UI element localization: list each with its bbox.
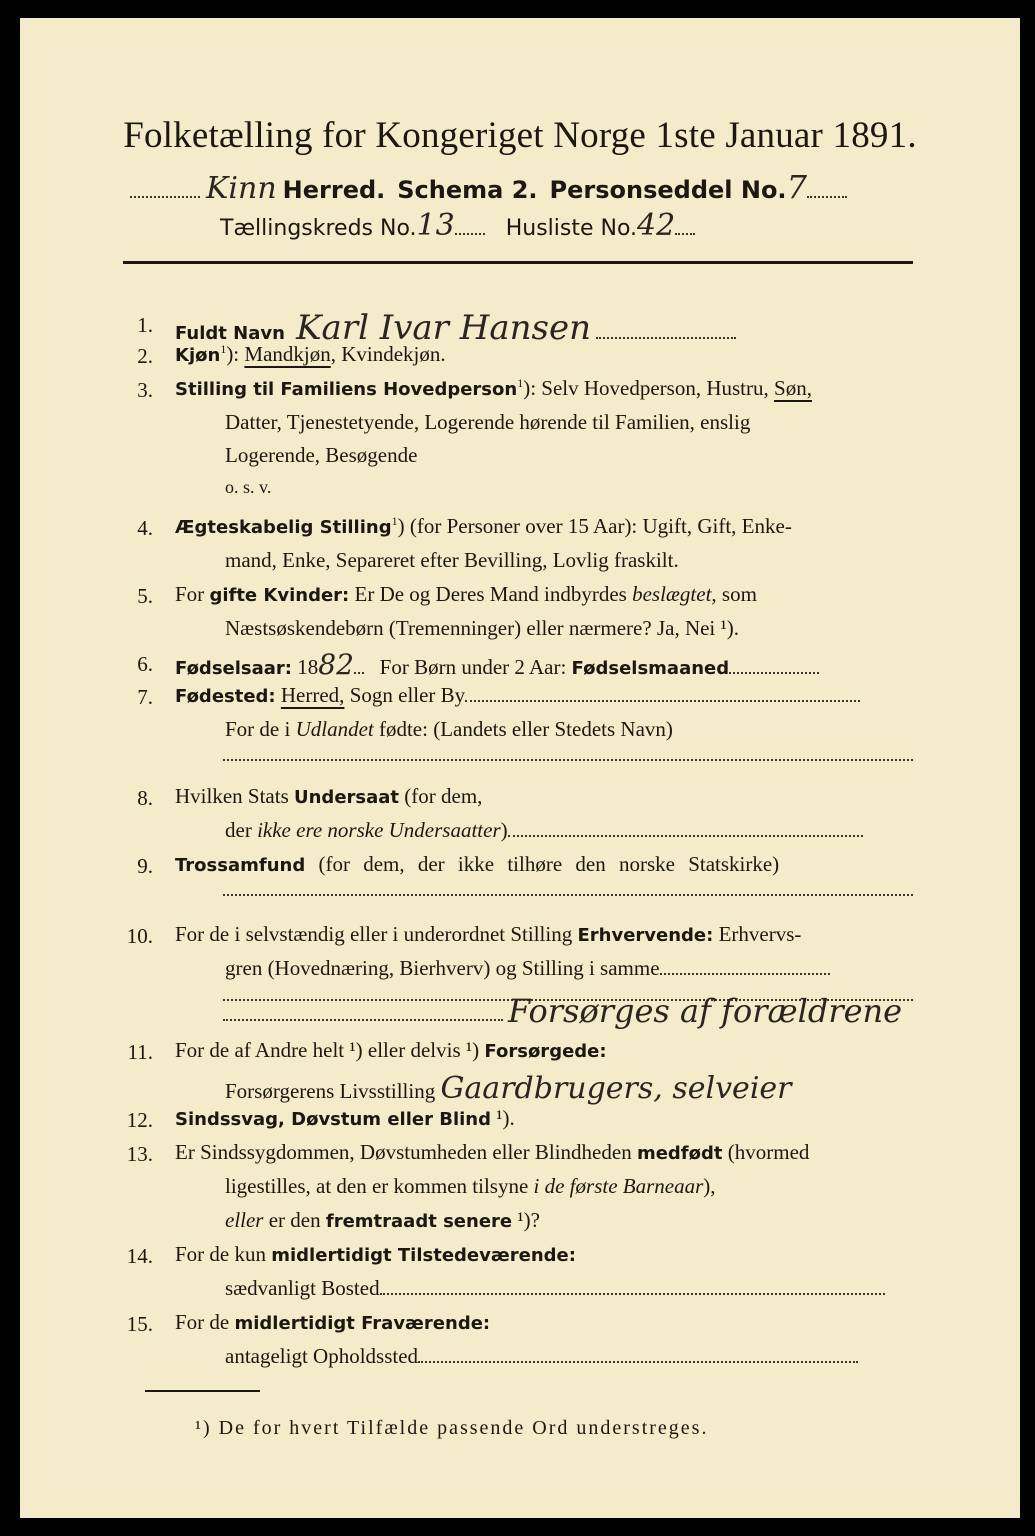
q9-label: Trossamfund: [175, 855, 306, 876]
herred-value: Kinn: [206, 171, 277, 206]
q13-line2: [225, 1174, 716, 1199]
q4-label: Ægteskabelig Stilling: [175, 517, 392, 538]
q6-prefix: 18: [297, 655, 319, 679]
q13-number: 13.: [126, 1142, 153, 1166]
q1-value: Karl Ivar Hansen: [296, 308, 592, 348]
kreds-label: Tællingskreds No.: [220, 216, 417, 241]
q9-text: (for dem, der ikke tilhøre den norske Statskirke): [305, 852, 780, 876]
q13-text1a: Er Sindssygdommen, Døvstumheden eller Blindheden: [175, 1140, 637, 1164]
q11-value: Gaardbrugers, selveier: [440, 1071, 792, 1106]
q5-line2: Næstsøskendebørn (Tremenninger) eller nærmere? Ja, Nei ¹).: [225, 616, 740, 640]
kreds-value: 13: [416, 208, 455, 243]
q2-number: 2.: [137, 344, 153, 368]
q2-line: Kjøn$^1$): Mandkjøn, Kvindekjøn.: [175, 342, 446, 366]
personseddel-value: 7: [786, 168, 807, 206]
q13-text3a: er den: [263, 1208, 326, 1232]
q9-fill-line: [223, 883, 913, 901]
q9-number: 9.: [137, 854, 153, 878]
q3-text1: Selv Hovedperson, Hustru,: [541, 376, 775, 400]
q10-line2: [225, 956, 830, 981]
q8-line2: [225, 818, 863, 843]
q7-line1: [175, 683, 860, 708]
q6-label: Fødselsaar:: [175, 658, 292, 679]
q3-number: 3.: [137, 378, 153, 402]
footnote: ¹) De for hvert Tilfælde passende Ord understreges.: [195, 1417, 709, 1439]
q6-number: 6.: [137, 652, 153, 676]
q8-line1: [175, 784, 482, 809]
q9-line: [175, 852, 779, 877]
q4-line1: Ægteskabelig Stilling$^1$) (for Personer over 15 Aar): Ugift, Gift, Enke-: [175, 514, 792, 538]
q10-value: Forsørges af forældrene: [508, 992, 903, 1030]
q6-text: For Børn under 2 Aar:: [379, 655, 572, 679]
q3-line4: o. s. v.: [225, 477, 272, 497]
q1-label: Fuldt Navn: [175, 323, 285, 344]
q8-label: Undersaat: [294, 787, 400, 808]
q10-text2: gren (Hovednæring, Bierhverv) og Stilling i samme: [225, 956, 660, 980]
q7-herred: Herred,: [280, 683, 345, 707]
header-rule: [123, 261, 913, 264]
q13-text2b: ),: [703, 1174, 716, 1198]
q11-label: Forsørgede:: [484, 1041, 607, 1062]
q12-line: [175, 1106, 515, 1131]
q14-label: midlertidigt Tilstedeværende:: [271, 1245, 576, 1266]
q11-text2: Forsørgerens Livsstilling: [225, 1079, 436, 1103]
kreds-line: [220, 208, 695, 243]
q5-text1b: som: [716, 582, 757, 606]
q3-line3: Logerende, Besøgende: [225, 443, 418, 467]
q5-pre: For: [175, 582, 210, 606]
q4-number: 4.: [137, 516, 153, 540]
q2-mandkjon: Mandkjøn: [244, 342, 331, 366]
schema-label: Schema 2.: [397, 176, 538, 204]
personseddel-label: Personseddel No.: [549, 176, 787, 204]
q3-son: Søn,: [774, 376, 812, 400]
q13-ital2: i de første Barneaar: [533, 1174, 704, 1198]
q11-text1a: For de af Andre helt ¹) eller delvis ¹): [175, 1038, 485, 1062]
q8-text2a: der: [225, 818, 258, 842]
q5-line1: [175, 582, 757, 607]
q7-text2b: fødte: (Landets eller Stedets Navn): [373, 717, 673, 741]
q14-text2: sædvanligt Bosted: [225, 1276, 380, 1300]
q11-line2: [225, 1071, 792, 1106]
q4-sup: 1: [391, 514, 398, 528]
q14-line2: [225, 1276, 885, 1301]
q13-text1b: (hvormed: [722, 1140, 810, 1164]
q14-text1a: For de kun: [175, 1242, 272, 1266]
q13-text3b: ¹)?: [512, 1208, 540, 1232]
q7-label: Fødested:: [175, 686, 276, 707]
q15-number: 15.: [126, 1312, 153, 1336]
q7-line2: [225, 717, 673, 742]
q15-text1a: For de: [175, 1310, 235, 1334]
q8-text1b: (for dem,: [399, 784, 483, 808]
q12-number: 12.: [126, 1108, 153, 1132]
q8-ital: ikke ere norske Undersaatter: [257, 818, 501, 842]
q13-label3: fremtraadt senere: [325, 1211, 513, 1232]
q13-ital3: eller: [225, 1208, 264, 1232]
husliste-label: Husliste No.: [505, 216, 638, 241]
q13-line3: [225, 1208, 540, 1233]
q10-text1a: For de i selvstændig eller i underordnet Stilling: [175, 922, 578, 946]
q8-number: 8.: [137, 786, 153, 810]
q10-line1: [175, 922, 801, 947]
q15-label: midlertidigt Fraværende:: [234, 1313, 491, 1334]
q14-line1: [175, 1242, 576, 1267]
herred-line: [130, 168, 847, 206]
q10-text1b: Erhvervs-: [713, 922, 802, 946]
q2-sup: 1: [220, 342, 227, 356]
q7-fill-line: [223, 748, 913, 766]
q15-line1: [175, 1310, 490, 1335]
q12-text: ¹).: [490, 1106, 515, 1130]
q13-label: medfødt: [636, 1143, 723, 1164]
q3-sup: 1: [517, 376, 524, 390]
q6-value: 82: [318, 648, 354, 681]
q1-number: 1.: [137, 313, 153, 337]
q5-label: gifte Kvinder:: [209, 585, 350, 606]
q3-line2: Datter, Tjenestetyende, Logerende hørende til Familien, enslig: [225, 410, 751, 434]
q2-label: Kjøn: [175, 345, 221, 366]
q4-line2: mand, Enke, Separeret efter Bevilling, Lovlig fraskilt.: [225, 548, 679, 572]
q7-ital: Udlandet: [295, 717, 374, 741]
q15-line2: [225, 1344, 858, 1369]
footnote-rule: [145, 1390, 260, 1392]
q8-text2b: ): [500, 818, 508, 842]
q15-text2: antageligt Opholdssted: [225, 1344, 419, 1368]
q3-label: Stilling til Familiens Hovedperson: [175, 379, 518, 400]
q8-text1a: Hvilken Stats: [175, 784, 294, 808]
q10-label: Erhvervende:: [577, 925, 714, 946]
q14-number: 14.: [126, 1244, 153, 1268]
q13-text2a: ligestilles, at den er kommen tilsyne: [225, 1174, 534, 1198]
q10-fill-line2: [223, 986, 983, 1030]
q3-line1: Stilling til Familiens Hovedperson$^1$): Selv Hovedperson, Hustru, Søn,: [175, 376, 812, 400]
q10-number: 10.: [126, 924, 153, 948]
q5-ital: beslægtet,: [632, 582, 717, 606]
q2-kvindekjon: , Kvindekjøn.: [330, 342, 446, 366]
husliste-value: 42: [637, 208, 676, 243]
q4-text1: (for Personer over 15 Aar): Ugift, Gift, Enke-: [409, 514, 792, 538]
q7-number: 7.: [137, 685, 153, 709]
census-form: [20, 18, 1020, 1518]
q7-text1: Sogn eller By: [344, 683, 466, 707]
q6-line: [175, 648, 819, 681]
form-title: Folketælling for Kongeriget Norge 1ste Januar 1891.: [123, 115, 917, 156]
q5-text1: Er De og Deres Mand indbyrdes: [349, 582, 633, 606]
q12-label: Sindssvag, Døvstum eller Blind: [175, 1109, 491, 1130]
q6-label2: Fødselsmaaned: [571, 658, 730, 679]
herred-label: Herred.: [282, 176, 386, 204]
q13-line1: [175, 1140, 809, 1165]
q11-number: 11.: [127, 1040, 153, 1064]
q11-line1: [175, 1038, 607, 1063]
q7-text2a: For de i: [225, 717, 296, 741]
q5-number: 5.: [137, 584, 153, 608]
